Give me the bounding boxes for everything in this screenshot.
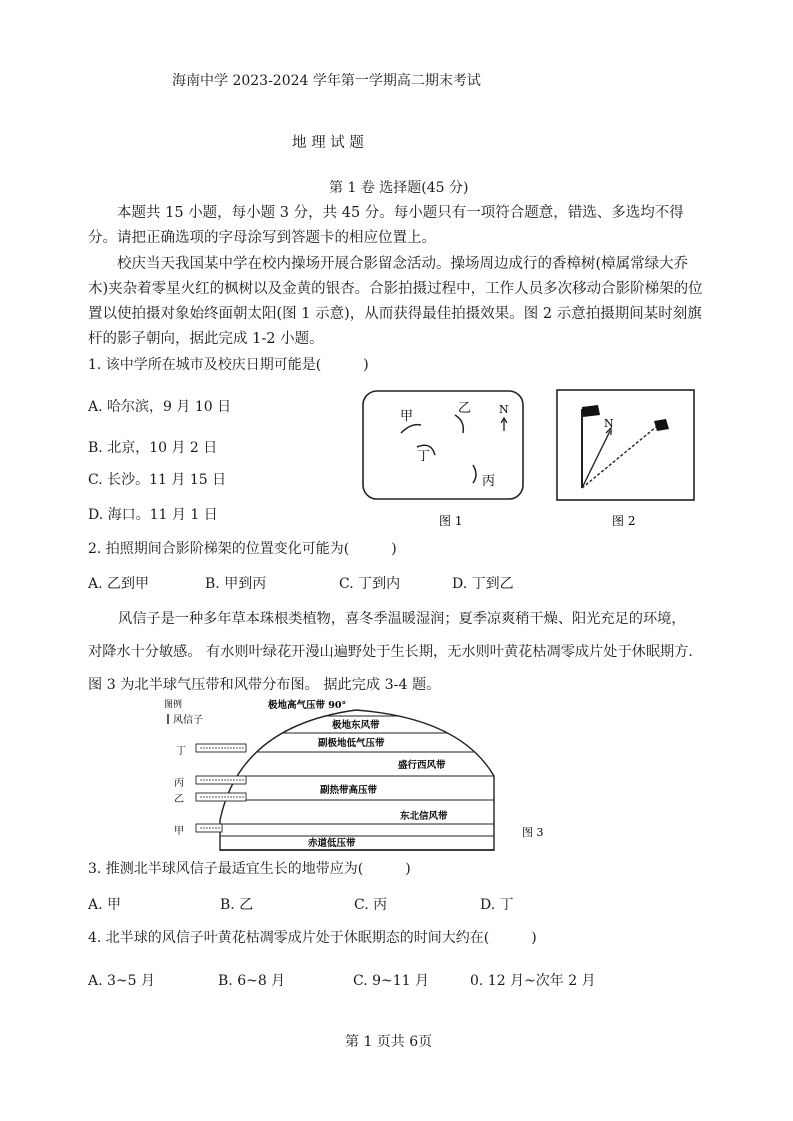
q3-option-c[interactable]: C. 丙 (354, 897, 388, 913)
fig1-label-ding: 丁 (417, 449, 431, 464)
passage-1: 校庆当天我国某中学在校内操场开展合影留念活动。操场周边成行的香樟树(樟属常绿大乔木)夹杂着零星火红的枫树以及金黄的银杏。合影拍摄过程中，工作人员多次移动合影阶梯架的位置以使拍摄对象始终面朝太阳(图 1 示意)，从而获得最佳拍摄效果。图 2 示意拍摄期间某时刻旗杆的影子朝向，据此完成 1-2 小题。 (88, 256, 703, 347)
fig1-caption: 图 1 (439, 514, 463, 528)
zone-westerlies: 盛行西风带 (398, 760, 446, 771)
fig2-north-line (582, 431, 610, 488)
fig3-label-yi: 乙 (174, 794, 184, 805)
q1-option-a[interactable]: A. 哈尔滨，9 月 10 日 (88, 399, 232, 415)
question-2-stem: 2. 拍照期间合影阶梯架的位置变化可能为( ) (88, 541, 397, 557)
q2-option-a[interactable]: A. 乙到甲 (88, 576, 150, 592)
zone-subtropical-high: 副热带高压带 (320, 785, 378, 796)
earth-quadrant (220, 710, 494, 850)
passage-2-line-3: 图 3 为北半球气压带和风带分布图。 据此完成 3-4 题。 (88, 677, 441, 693)
q2-option-d[interactable]: D. 丁到乙 (452, 576, 514, 592)
q4-option-d[interactable]: 0. 12 月~次年 2 月 (470, 973, 596, 989)
section-title: 第 1 卷 选择题(45 分) (329, 180, 469, 196)
instructions: 本题共 15 小题，每小题 3 分，共 45 分。每小题只有一项符合题意，错选、多选均不得分。请把正确选项的字母涂写到答题卡的相应位置上。 (88, 205, 684, 246)
q1-option-b[interactable]: B. 北京，10 月 2 日 (88, 440, 218, 456)
passage-2-line-2: 对降水十分敏感。 有水则叶绿花开漫山遍野处于生长期，无水则叶黄花枯凋零成片处于休眠期方. (88, 644, 693, 660)
figure-3 (160, 696, 560, 856)
zone-ne-trades: 东北信风带 (400, 811, 448, 822)
q4-option-a[interactable]: A. 3~5 月 (88, 973, 156, 989)
fig3-label-ding: 丁 (176, 746, 186, 757)
fig3-legend-title: 图例 (164, 700, 183, 710)
zone-subpolar-low: 副极地低气压带 (318, 738, 385, 749)
shadow-flag-icon (654, 419, 669, 431)
fig3-legend-item: 风信子 (173, 715, 203, 726)
fig3-label-bing: 丙 (174, 778, 184, 789)
q2-option-c[interactable]: C. 丁到内 (339, 576, 401, 592)
figure-2 (552, 385, 702, 533)
question-4-stem: 4. 北半球的风信子叶黄花枯凋零成片处于休眠期态的时间大约在( ) (88, 930, 537, 946)
shadow-line (582, 427, 656, 488)
question-1-stem: 1. 该中学所在城市及校庆日期可能是( ) (88, 357, 369, 373)
fig1-label-bing: 丙 (482, 474, 496, 489)
passage-2-line-1: 风信子是一种多年草本珠根类植物，喜冬季温暖湿润；夏季凉爽稍干燥、阳光充足的环境， (118, 611, 686, 627)
fig1-label-yi: 乙 (458, 401, 472, 416)
fig3-caption: 图 3 (522, 826, 544, 839)
fig2-north-label: N (604, 417, 614, 430)
q1-option-d[interactable]: D. 海口。11 月 1 日 (88, 507, 218, 523)
fig1-north-label: N (499, 403, 509, 416)
flag-icon (582, 405, 600, 417)
fig2-caption: 图 2 (612, 514, 636, 528)
subject-title: 地 理 试 题 (292, 135, 364, 151)
q1-option-c[interactable]: C. 长沙。11 月 15 日 (88, 472, 227, 488)
q3-option-d[interactable]: D. 丁 (480, 897, 514, 913)
figure-1 (355, 385, 535, 533)
fig1-label-jia: 甲 (400, 409, 414, 424)
q2-option-b[interactable]: B. 甲到丙 (205, 576, 267, 592)
zone-polar-easterlies: 极地东风带 (332, 720, 380, 731)
zone-equatorial-low: 赤道低压带 (308, 838, 356, 849)
fig3-label-jia: 甲 (174, 826, 184, 837)
zone-polar-high: 极地高气压带 90° (268, 700, 347, 711)
exam-title: 海南中学 2023-2024 学年第一学期高二期末考试 (172, 73, 481, 89)
q4-option-c[interactable]: C. 9~11 月 (353, 973, 430, 989)
page-footer: 第 1 页共 6页 (345, 1034, 433, 1050)
q3-option-a[interactable]: A. 甲 (88, 897, 122, 913)
q3-option-b[interactable]: B. 乙 (220, 897, 254, 913)
q4-option-b[interactable]: B. 6~8 月 (218, 973, 286, 989)
question-3-stem: 3. 推测北半球风信子最适宜生长的地带应为( ) (88, 861, 411, 877)
